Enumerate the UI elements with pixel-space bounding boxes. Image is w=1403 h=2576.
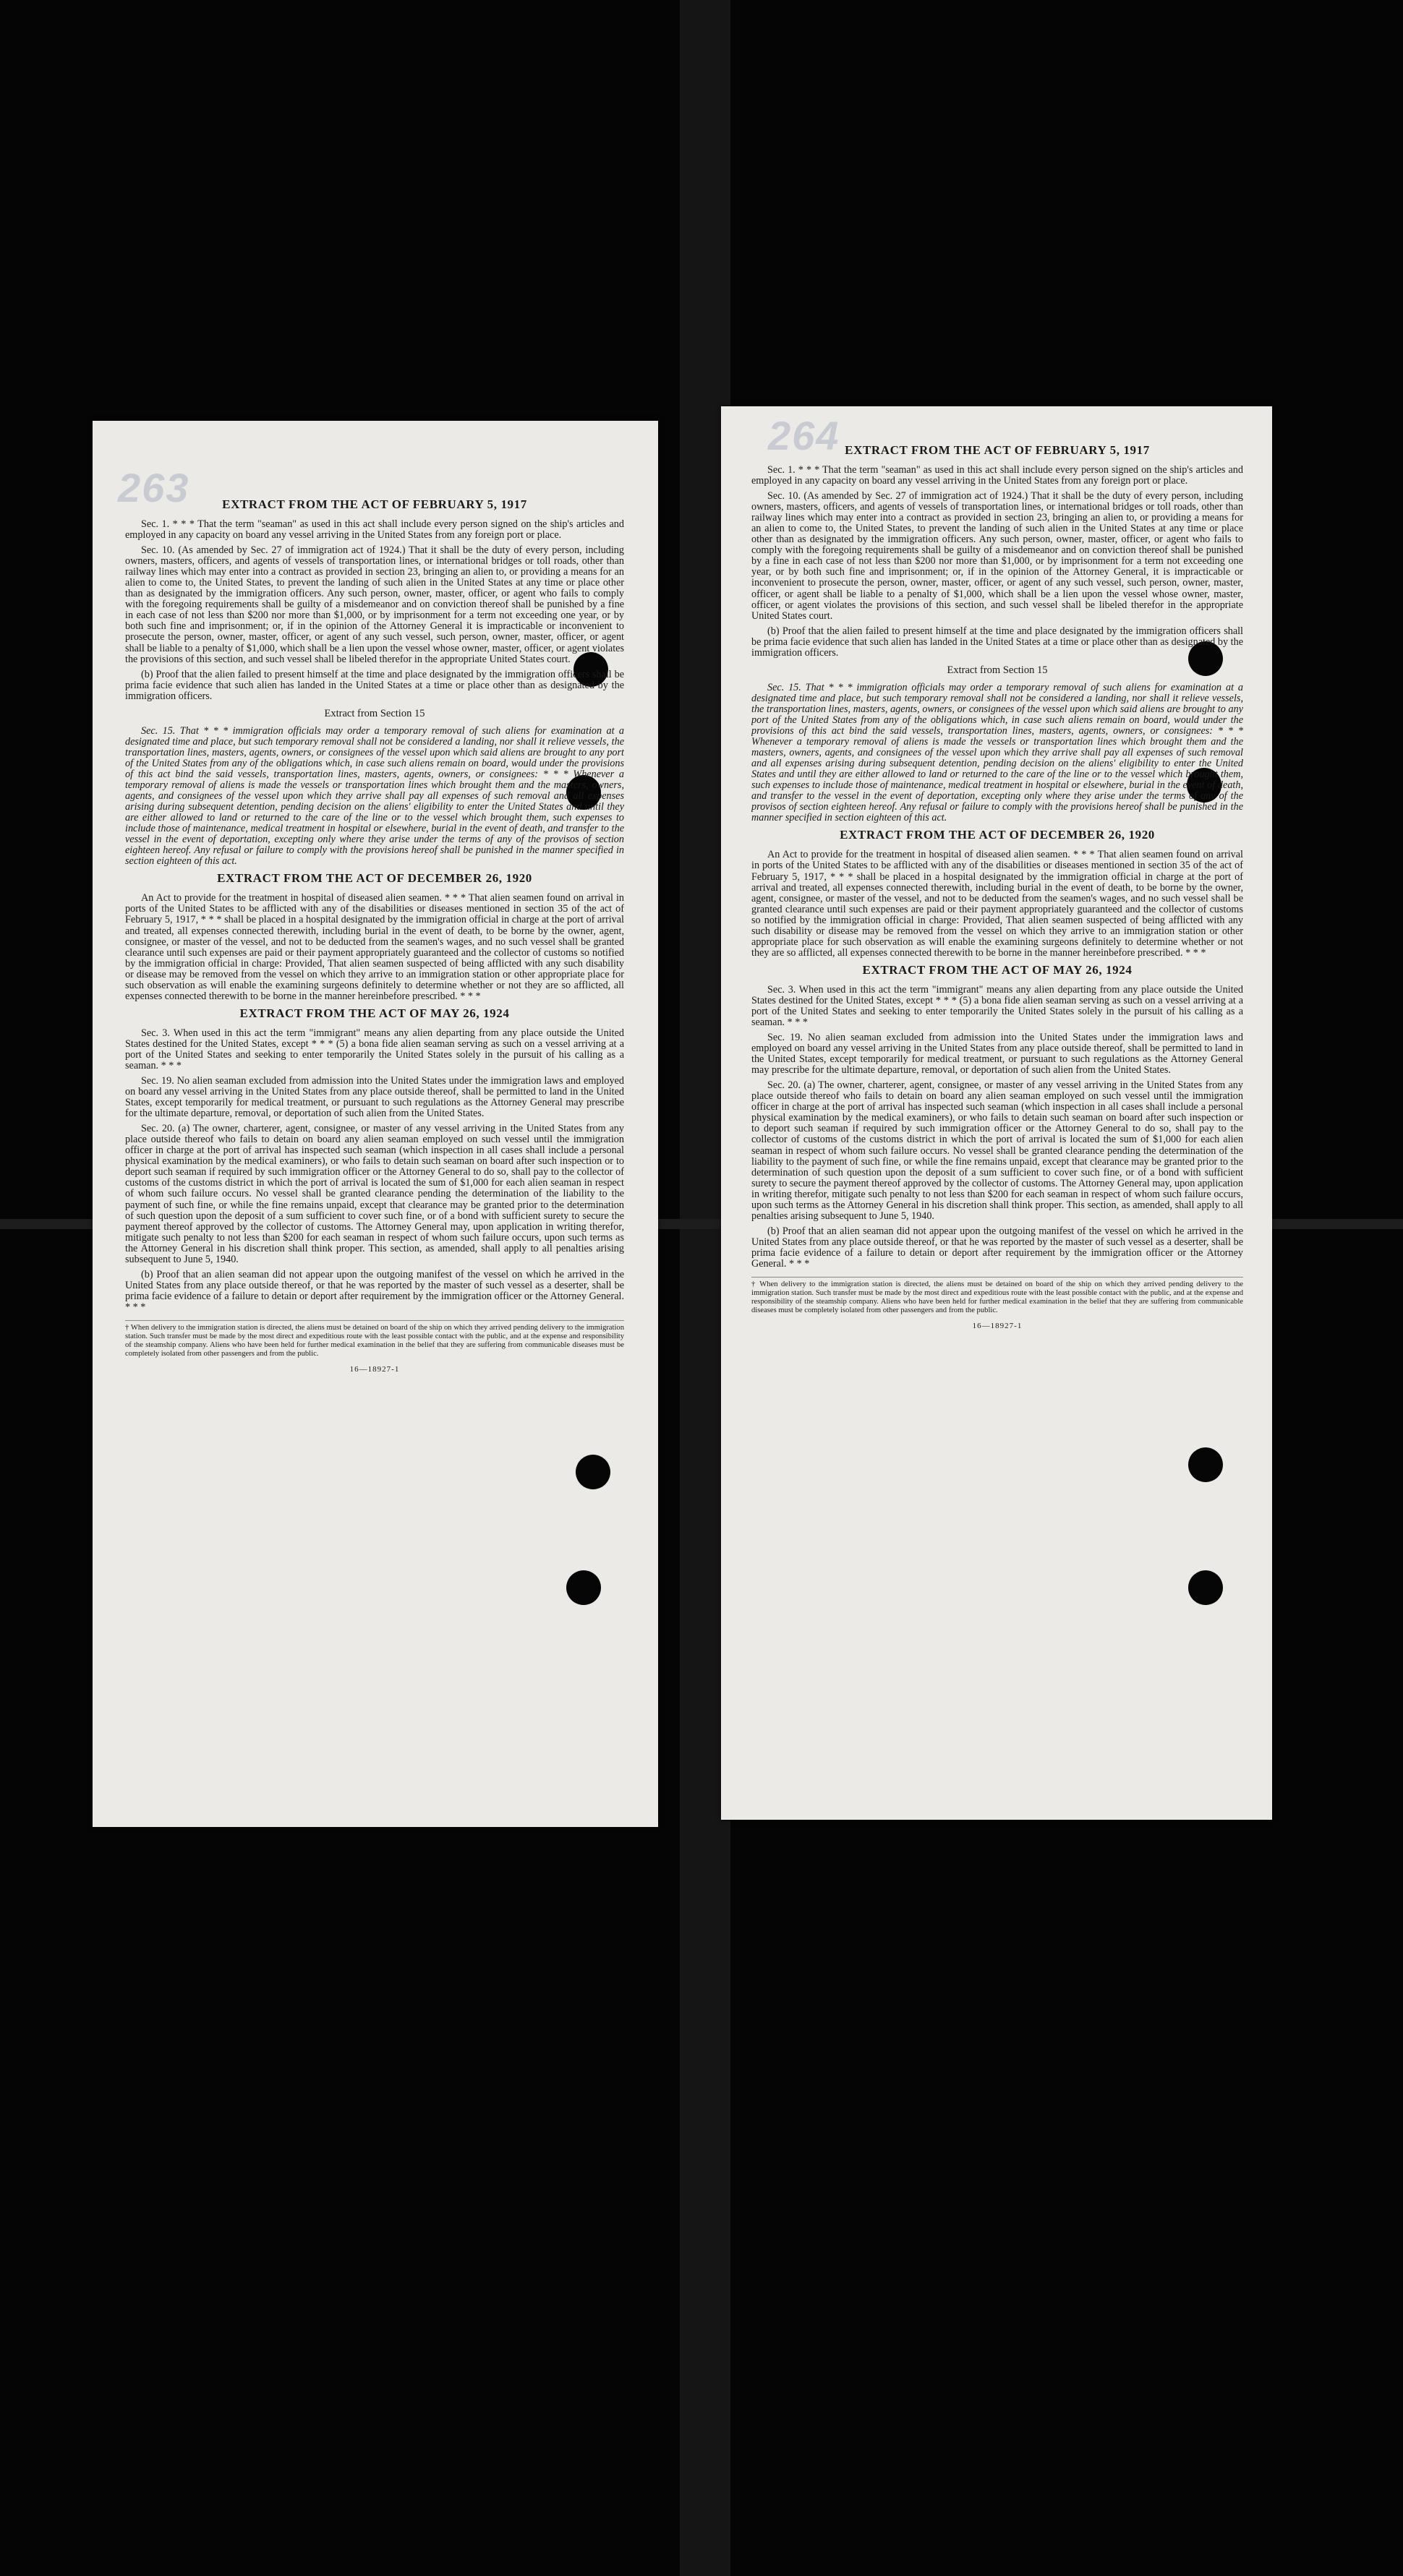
paragraph: Sec. 20. (a) The owner, charterer, agent, consignee, or master of any vessel arriving in the United States from any place outside thereof who fails to detain on board any alien seaman employed on such vessel until the immigration officer in charge at the port of arrival has inspected such seaman (which inspection in all cases shall include a personal physical examination by the medical examiners), or who fails to detain such seaman on board after such inspection or to deport such seaman if required by such immigration officer or the Attorney General to do so, shall pay to the collector of customs of the customs district in which the port of arrival is located the sum of $1,000 for each alien seaman in respect of whom such failure occurs. No vessel shall be granted clearance pending the determination of the liability to the payment of such fine, or while the fine remains unpaid, except that clearance may be granted prior to the determination of such question upon the deposit of a sum sufficient to cover such fine, or of a bond with sufficient surety to secure the payment thereof approved by the collector of customs. The Attorney General may, upon application in writing therefor, mitigate such penalty to not less than $200 for each seaman in respect of whom such failure occurs, upon such terms as the Attorney General in his discretion shall think proper. This section, as amended, shall apply to all penalties arising subsequent to June 5, 1940. <box>751 1079 1243 1222</box>
paragraph: Sec. 1. * * * That the term "seaman" as used in this act shall include every person signed on the ship's articles and employed in any capacity on board any vessel arriving in the United States from any foreign port or place. <box>751 464 1243 487</box>
paragraph: (b) Proof that an alien seaman did not appear upon the outgoing manifest of the vessel on which he arrived in the United States from any place outside thereof, or that he was reported by the master of such vessel as a deserter, shall be prima facie evidence of a failure to detain or deport after requirement by the immigration officer or the Attorney General. * * * <box>125 1268 624 1313</box>
section-heading: EXTRACT FROM THE ACT OF FEBRUARY 5, 1917 <box>845 443 1150 457</box>
section-subheading: Extract from Section 15 <box>947 664 1048 676</box>
paragraph: Sec. 1. * * * That the term "seaman" as used in this act shall include every person signed on the ship's articles and employed in any capacity on board any vessel arriving in the United States from any foreign port or place. <box>125 518 624 542</box>
paragraph: Sec. 15. That * * * immigration officials may order a temporary removal of such aliens for examination at a designated time and place, but such temporary removal shall not be considered a landing, nor shall it relieve vessels, the transportation lines, masters, agents, owners, or consignees of the vessel upon which said aliens are brought to any port of the United States from any of the obligations which, in case such aliens remain on board, would under the provisions of this act bind the said vessels, transportation lines, masters, agents, owners, or consignees: * * * Whenever a temporary removal of aliens is made the vessels or transportation lines which brought them and the masters, owners, agents, and consignees of the vessel upon which they arrive shall pay all expenses of such removal and all expenses arising during subsequent detention, pending decision on the aliens' eligibility to enter the United States and until they are either allowed to land or returned to the care of the line or to the vessel which brought them, such expenses to include those of maintenance, medical treatment in hospital or elsewhere, burial in the event of death, and transfer to the vessel in the event of deportation, excepting only where they arise under the terms of any of the provisos of section eighteen hereof. Any refusal or failure to comply with the provisions hereof shall be punished in the manner specified in section eighteen of this act. <box>125 724 624 868</box>
paragraph: An Act to provide for the treatment in hospital of diseased alien seamen. * * * That alien seamen found on arrival in ports of the United States to be afflicted with any of the disabilities or diseases mentioned in section 35 of the act of February 5, 1917, * * * shall be placed in a hospital designated by the immigration official in charge at the port of arrival and treated, all expenses connected therewith, including burial in the event of death, to be borne by the owner, agent, consignee, or master of the vessel, and not to be deducted from the seamen's wages, and no such vessel shall be granted clearance until such expenses are paid or their payment appropriately guaranteed and the collector of customs so notified by the immigration official in charge: Provided, That alien seamen suspected of being afflicted with any such disability or disease may be removed from the vessel on which they arrive to an immigration station or other appropriate place for such observation as will enable the examining surgeons definitely to determine whether or not they are so afflicted, all expenses connected therewith to be borne in the manner hereinbefore prescribed. * * * <box>751 849 1243 959</box>
page-text <box>751 439 1243 1805</box>
paragraph: An Act to provide for the treatment in hospital of diseased alien seamen. * * * That alien seamen found on arrival in ports of the United States to be afflicted with any of the disabilities or diseases mentioned in section 35 of the act of February 5, 1917, * * * shall be placed in a hospital designated by the immigration official in charge at the port of arrival and treated, all expenses connected therewith, including burial in the event of death, to be borne by the owner, agent, consignee, or master of the vessel, and not to be deducted from the seamen's wages, and no such vessel shall be granted clearance until such expenses are paid or their payment appropriately guaranteed and the collector of customs so notified by the immigration official in charge: Provided, That alien seamen suspected of being afflicted with any such disability or disease may be removed from the vessel on which they arrive to an immigration station or other appropriate place for such observation as will enable the examining surgeons definitely to determine whether or not they are so afflicted, all expenses connected therewith to be borne in the manner hereinbefore prescribed. * * * <box>125 892 624 1002</box>
paragraph: Sec. 3. When used in this act the term "immigrant" means any alien departing from any place outside the United States destined for the United States, except * * * (5) a bona fide alien seaman serving as such on a vessel arriving at a port of the United States and seeking to enter temporarily the United States solely in the pursuit of his calling as a seaman. * * * <box>751 983 1243 1029</box>
page-text <box>125 493 624 1820</box>
paragraph: Sec. 15. That * * * immigration officials may order a temporary removal of such aliens for examination at a designated time and place, but such temporary removal shall not be considered a landing, nor shall it relieve vessels, the transportation lines, masters, agents, owners, or consignees of the vessel upon which said aliens are brought to any port of the United States from any of the obligations which, in case such aliens remain on board, would under the provisions of this act bind the said vessels, transportation lines, masters, agents, owners, or consignees: * * * Whenever a temporary removal of aliens is made the vessels or transportation lines which brought them and the masters, owners, agents, and consignees of the vessel upon which they arrive shall pay all expenses of such removal and all expenses arising during subsequent detention, pending decision on the aliens' eligibility to enter the United States and until they are either allowed to land or returned to the care of the line or to the vessel which brought them, such expenses to include those of maintenance, medical treatment in hospital or elsewhere, burial in the event of death, and transfer to the vessel in the event of deportation, excepting only where they arise under the terms of any of the provisos of section eighteen hereof. Any refusal or failure to comply with the provisions hereof shall be punished in the manner specified in section eighteen of this act. <box>751 681 1243 824</box>
paragraph: Sec. 19. No alien seaman excluded from admission into the United States under the immigration laws and employed on board any vessel arriving in the United States from any place outside thereof, shall be permitted to land in the United States, except temporarily for medical treatment, or pursuant to such regulations as the Attorney General may prescribe for the ultimate departure, removal, or deportation of such alien from the United States. <box>125 1075 624 1120</box>
footnote: † When delivery to the immigration station is directed, the aliens must be detained on board of the ship on which they arrived pending delivery to the immigration station. Such transfer must be made by the most direct and expeditious route with the least possible contact with the public, and at the expense and responsibility of the steamship company. Aliens who have been held for further medical examination in the belief that they are suffering from communicable diseases must be completely isolated from other passengers and from the public. <box>125 1320 624 1358</box>
footnote: † When delivery to the immigration station is directed, the aliens must be detained on board of the ship on which they arrived pending delivery to the immigration station. Such transfer must be made by the most direct and expeditious route with the least possible contact with the public, and at the expense and responsibility of the steamship company. Aliens who have been held for further medical examination in the belief that they are suffering from communicable diseases must be completely isolated from other passengers and from the public. <box>751 1277 1243 1314</box>
paragraph: Sec. 19. No alien seaman excluded from admission into the United States under the immigration laws and employed on board any vessel arriving in the United States from any place outside thereof, shall be permitted to land in the United States, except temporarily for medical treatment, or pursuant to such regulations as the Attorney General may prescribe for the ultimate departure, removal, or deportation of such alien from the United States. <box>751 1032 1243 1077</box>
paragraph: Sec. 10. (As amended by Sec. 27 of immigration act of 1924.) That it shall be the duty of every person, including owners, masters, officers, and agents of vessels of transportation lines, or international bridges or toll roads, other than railway lines which may enter into a contract as provided in section 23, bringing an alien to, or providing a means for an alien to come to, the United States, to prevent the landing of such alien in the United States at any time or place other than as designated by the immigration officers. Any such person, owner, master, officer, or agent who fails to comply with the foregoing requirements shall be guilty of a misdemeanor and on conviction thereof shall be punished by a fine in each case of not less than $200 nor more than $1,000, or by imprisonment for a term not exceeding one year, or by both such fine and imprisonment; or, if in the opinion of the Attorney General, it is impracticable or inconvenient to prosecute the person, owner, master, officer, or agent of any such vessel, such person, owner, master, officer, or agent shall be liable to a penalty of $1,000, which shall be a lien upon the vessel whose owner, master, officer, or agent violates the provisions of this section, and such vessel shall be libeled therefor in the appropriate United States court. <box>751 490 1243 622</box>
section-heading: EXTRACT FROM THE ACT OF MAY 26, 1924 <box>239 1006 510 1020</box>
paragraph: (b) Proof that the alien failed to present himself at the time and place designated by the immigration officers shall be prima facie evidence that such alien has landed in the United States at a time or place other than as designated by the immigration officers. <box>751 625 1243 659</box>
paragraph: Sec. 20. (a) The owner, charterer, agent, consignee, or master of any vessel arriving in the United States from any place outside thereof who fails to detain on board any alien seaman employed on such vessel until the immigration officer in charge at the port of arrival has inspected such seaman (which inspection in all cases shall include a personal physical examination by the medical examiners), or who fails to detain such seaman on board after such inspection or to deport such seaman if required by such immigration officer or the Attorney General to do so, shall pay to the collector of customs of the customs district in which the port of arrival is located the sum of $1,000 for each alien seaman in respect of whom such failure occurs. No vessel shall be granted clearance pending the determination of the liability to the payment of such fine, or while the fine remains unpaid, except that clearance may be granted prior to the determination of such question upon the deposit of a sum sufficient to cover such fine, or of a bond with sufficient surety to secure the payment thereof approved by the collector of customs. The Attorney General may, upon application in writing therefor, mitigate such penalty to not less than $200 for each seaman in respect of whom such failure occurs, upon such terms as the Attorney General in his discretion shall think proper. This section, as amended, shall apply to all penalties arising subsequent to June 5, 1940. <box>125 1123 624 1265</box>
paragraph: Sec. 10. (As amended by Sec. 27 of immigration act of 1924.) That it shall be the duty of every person, including owners, masters, officers, and agents of vessels of transportation lines, or international bridges or toll roads, other than railway lines which may enter into a contract as provided in section 23, bringing an alien to, or providing a means for an alien to come to, the United States, to prevent the landing of such alien in the United States at any time or place other than as designated by the immigration officers. Any such person, owner, master, officer, or agent who fails to comply with the foregoing requirements shall be guilty of a misdemeanor and on conviction thereof shall be punished by a fine in each case of not less than $200 nor more than $1,000, or by imprisonment for a term not exceeding one year, or by both such fine and imprisonment; or, if in the opinion of the Attorney General it is impracticable or inconvenient to prosecute the person, owner, master, officer, or agent of any such vessel, such person, owner, master, officer, or agent shall be liable to a penalty of $1,000, which shall be a lien upon the vessel whose owner, master, officer, or agent violates the provisions of this section, and such vessel shall be libeled therefor in the appropriate United States court. <box>125 544 624 665</box>
page-stamp: 264 <box>768 413 840 458</box>
page-number: 16—18927-1 <box>972 1322 1023 1331</box>
section-heading: EXTRACT FROM THE ACT OF FEBRUARY 5, 1917 <box>222 497 527 511</box>
section-heading: EXTRACT FROM THE ACT OF DECEMBER 26, 1920 <box>217 871 532 886</box>
page-stamp: 263 <box>118 465 190 510</box>
paragraph: (b) Proof that the alien failed to present himself at the time and place designated by the immigration officers shall be prima facie evidence that such alien has landed in the United States at a time or place other than as designated by the immigration officers. <box>125 668 624 702</box>
paragraph: Sec. 3. When used in this act the term "immigrant" means any alien departing from any place outside the United States destined for the United States, except * * * (5) a bona fide alien seaman serving as such on a vessel arriving at a port of the United States and seeking to enter temporarily the United States solely in the pursuit of his calling as a seaman. * * * <box>125 1027 624 1071</box>
page-number: 16—18927-1 <box>349 1365 400 1374</box>
section-subheading: Extract from Section 15 <box>324 707 425 719</box>
document-page-right <box>721 406 1272 1820</box>
section-heading: EXTRACT FROM THE ACT OF MAY 26, 1924 <box>862 962 1133 977</box>
document-page-left <box>93 421 658 1827</box>
paragraph: (b) Proof that an alien seaman did not appear upon the outgoing manifest of the vessel on which he arrived in the United States from any place outside thereof, or that he was reported by the master of such vessel as a deserter, shall be prima facie evidence of a failure to detain or deport after requirement by the immigration officer or the Attorney General. * * * <box>751 1225 1243 1270</box>
section-heading: EXTRACT FROM THE ACT OF DECEMBER 26, 1920 <box>840 828 1155 842</box>
